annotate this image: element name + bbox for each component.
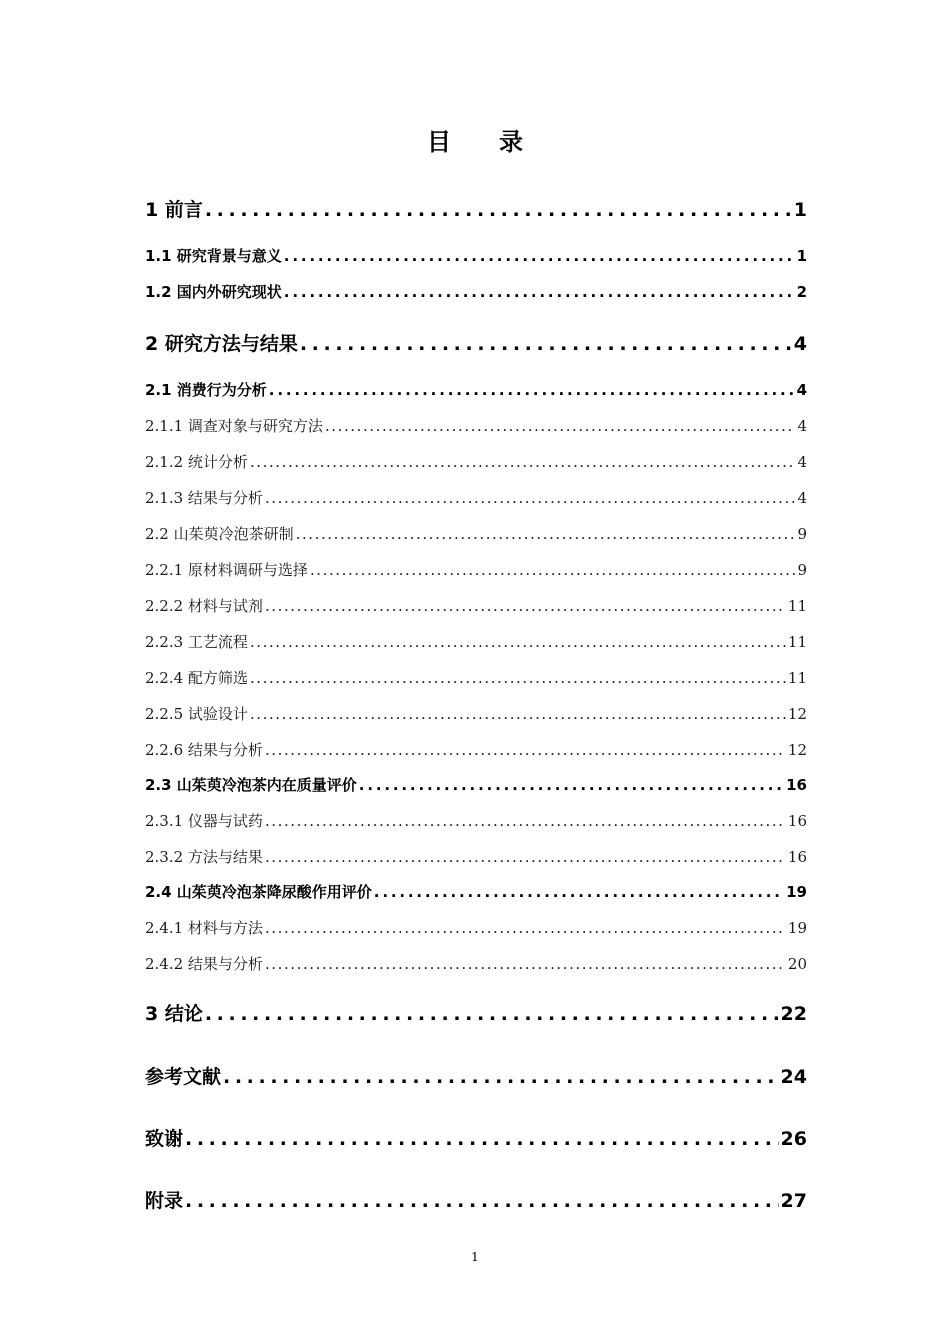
toc-entry-label: 2.2.3 工艺流程 — [145, 633, 248, 651]
toc-entry-2-2-1[interactable] — [145, 559, 807, 580]
toc-entry-page: 1 — [793, 199, 807, 221]
toc-entry-label: 2.3.1 仪器与试药 — [145, 812, 263, 830]
toc-leader — [250, 705, 786, 723]
toc-entry-intro[interactable] — [145, 195, 807, 222]
toc-leader — [284, 283, 795, 301]
toc-entry-1-2[interactable] — [145, 281, 807, 302]
toc-entry-2-3-1[interactable] — [145, 810, 807, 831]
toc-leader — [185, 1128, 779, 1150]
toc-entry-label: 2.4.1 材料与方法 — [145, 919, 263, 937]
toc-leader — [325, 417, 796, 435]
toc-leader — [223, 1066, 779, 1088]
toc-leader — [269, 381, 795, 399]
toc-leader — [296, 525, 796, 543]
toc-entry-1-1[interactable] — [145, 245, 807, 266]
toc-entry-label: 1.2 国内外研究现状 — [145, 283, 282, 301]
toc-entry-page: 11 — [787, 633, 807, 651]
toc-entry-page: 1 — [796, 247, 807, 265]
toc-entry-page: 2 — [796, 283, 807, 301]
toc-entry-page: 20 — [787, 955, 807, 973]
toc-entry-label: 1 前言 — [145, 199, 203, 221]
toc-leader — [300, 333, 792, 355]
toc-leader — [265, 489, 796, 507]
toc-entry-appendix[interactable] — [145, 1186, 807, 1213]
toc-entry-2-2[interactable] — [145, 523, 807, 544]
toc-entry-page: 4 — [797, 417, 807, 435]
toc-entry-page: 16 — [787, 812, 807, 830]
toc-entry-page: 9 — [797, 525, 807, 543]
toc-entry-page: 11 — [787, 669, 807, 687]
toc-entry-label: 2.4 山茱萸冷泡茶降尿酸作用评价 — [145, 883, 372, 901]
toc-entry-label: 2.2.2 材料与试剂 — [145, 597, 263, 615]
toc-entry-page: 16 — [787, 848, 807, 866]
toc-entry-label: 2.3 山茱萸冷泡茶内在质量评价 — [145, 776, 357, 794]
toc-entry-label: 2.2.4 配方筛选 — [145, 669, 248, 687]
title-char-1: 目 — [427, 128, 451, 156]
toc-entry-label: 2.1.3 结果与分析 — [145, 489, 263, 507]
toc-entry-label: 致谢 — [145, 1128, 184, 1150]
toc-entry-label: 2.2.1 原材料调研与选择 — [145, 561, 308, 579]
toc-entry-label: 1.1 研究背景与意义 — [145, 247, 282, 265]
toc-leader — [284, 247, 795, 265]
toc-leader — [265, 955, 786, 973]
toc-leader — [265, 848, 786, 866]
toc-leader — [205, 1003, 779, 1025]
toc-entry-page: 16 — [786, 776, 807, 794]
toc-leader — [374, 883, 784, 901]
toc-leader — [310, 561, 796, 579]
toc-entry-label: 2.2 山茱萸冷泡茶研制 — [145, 525, 294, 543]
toc-entry-page: 19 — [786, 883, 807, 901]
toc-leader — [265, 812, 786, 830]
toc-entry-page: 19 — [787, 919, 807, 937]
toc-entry-2-1[interactable] — [145, 379, 807, 400]
toc-entry-page: 11 — [787, 597, 807, 615]
toc-leader — [250, 453, 796, 471]
toc-entry-2-1-3[interactable] — [145, 487, 807, 508]
toc-entry-page: 12 — [787, 741, 807, 759]
toc-entry-2-1-1[interactable] — [145, 415, 807, 436]
toc-leader — [265, 919, 786, 937]
toc-leader — [265, 597, 786, 615]
toc-entry-page: 4 — [797, 453, 807, 471]
toc-entry-label: 附录 — [145, 1190, 184, 1212]
title-char-2: 录 — [499, 128, 523, 156]
toc-entry-2-4[interactable] — [145, 881, 807, 902]
toc-leader — [265, 741, 786, 759]
toc-entry-label: 3 结论 — [145, 1003, 203, 1025]
toc-leader — [250, 669, 786, 687]
toc-entry-2-4-1[interactable] — [145, 917, 807, 938]
toc-entry-label: 2.2.6 结果与分析 — [145, 741, 263, 759]
footer-page-number: 1 — [471, 1250, 479, 1264]
toc-entry-2-2-3[interactable] — [145, 631, 807, 652]
toc-leader — [205, 199, 792, 221]
toc-entry-page: 12 — [787, 705, 807, 723]
toc-entry-2[interactable] — [145, 329, 807, 356]
toc-entry-page: 27 — [780, 1190, 807, 1212]
toc-entry-page: 4 — [793, 333, 807, 355]
toc-entry-2-2-4[interactable] — [145, 667, 807, 688]
toc-entry-2-2-6[interactable] — [145, 739, 807, 760]
toc-entry-2-2-2[interactable] — [145, 595, 807, 616]
toc-entry-label: 2.4.2 结果与分析 — [145, 955, 263, 973]
toc-leader — [250, 633, 786, 651]
toc-entry-label: 2 研究方法与结果 — [145, 333, 298, 355]
toc-entry-2-4-2[interactable] — [145, 953, 807, 974]
toc-entry-label: 2.3.2 方法与结果 — [145, 848, 263, 866]
toc-entry-page: 22 — [780, 1003, 807, 1025]
toc-entry-label: 2.2.5 试验设计 — [145, 705, 248, 723]
toc-entry-acknowledgements[interactable] — [145, 1124, 807, 1151]
toc-entry-references[interactable] — [145, 1062, 807, 1089]
toc-entry-2-3[interactable] — [145, 774, 807, 795]
toc-entry-2-3-2[interactable] — [145, 846, 807, 867]
table-of-contents — [145, 0, 807, 1344]
toc-entry-2-1-2[interactable] — [145, 451, 807, 472]
toc-entry-label: 2.1 消费行为分析 — [145, 381, 267, 399]
toc-entry-3[interactable] — [145, 999, 807, 1026]
toc-entry-label: 2.1.2 统计分析 — [145, 453, 248, 471]
toc-entry-label: 参考文献 — [145, 1066, 222, 1088]
toc-leader — [185, 1190, 779, 1212]
toc-entry-2-2-5[interactable] — [145, 703, 807, 724]
toc-entry-page: 24 — [780, 1066, 807, 1088]
toc-leader — [359, 776, 784, 794]
toc-entry-page: 26 — [780, 1128, 807, 1150]
toc-entry-page: 4 — [797, 489, 807, 507]
toc-entry-page: 4 — [796, 381, 807, 399]
toc-entry-page: 9 — [797, 561, 807, 579]
toc-entry-label: 2.1.1 调查对象与研究方法 — [145, 417, 323, 435]
